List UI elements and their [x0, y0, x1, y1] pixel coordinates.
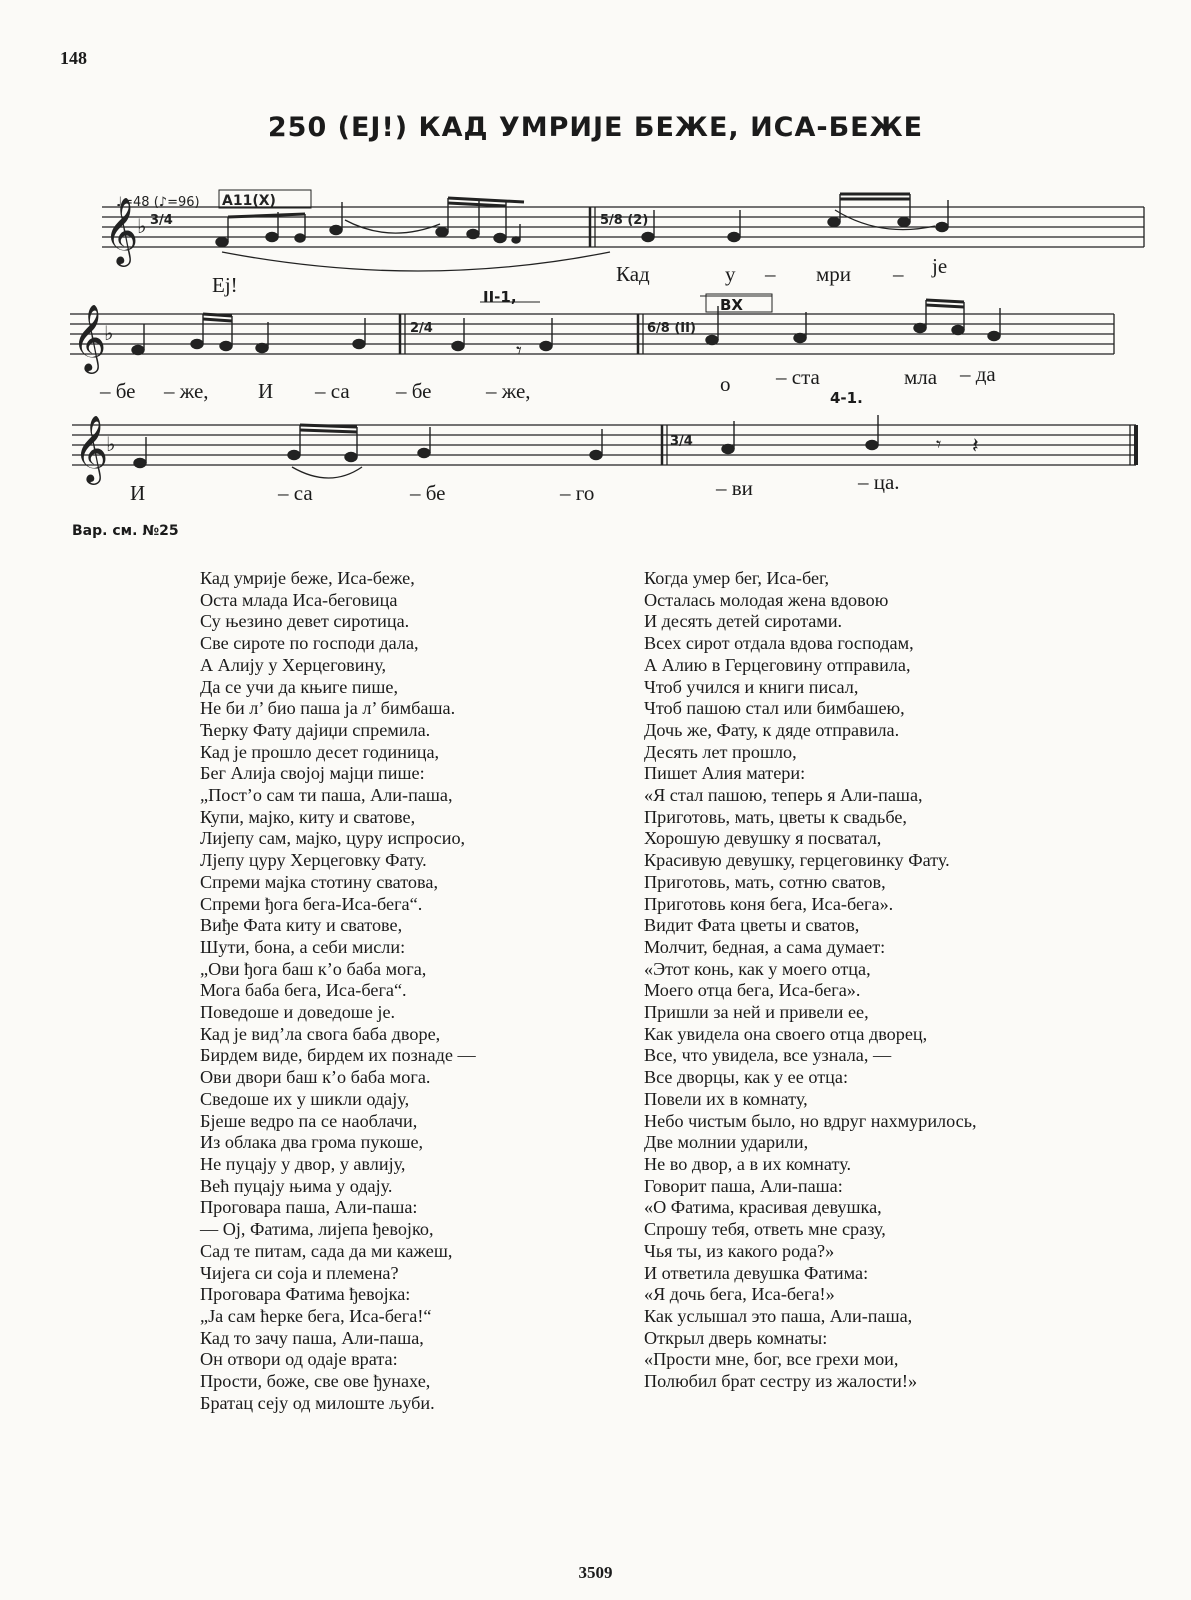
poem-line: А Алию в Герцеговину отправила,: [644, 654, 911, 675]
svg-text:♭: ♭: [106, 432, 116, 456]
poem-line: Већ пуцају њима у одају.: [200, 1175, 393, 1196]
treble-clef-icon: 𝄞: [74, 414, 109, 482]
lyric-2-8: – ста: [776, 365, 820, 389]
poem-line: Хорошую девушку я посватал,: [644, 828, 882, 849]
section-mark-a11: A11(X): [222, 193, 276, 209]
poem-line: Видит Фата цветы и сватов,: [644, 915, 860, 936]
lyric-1-3: у: [725, 262, 736, 286]
song-title: 250 (EJ!) КАД УМРИЈЕ БЕЖЕ, ИСА-БЕЖЕ: [267, 112, 924, 143]
lyric-2-4: – са: [315, 379, 350, 403]
poem-line: Бјеше ведро па се наоблачи,: [200, 1110, 418, 1131]
lyric-2-2: – же,: [164, 379, 209, 403]
poem-line: Чья ты, из какого рода?»: [644, 1240, 835, 1261]
treble-clef-icon: 𝄞: [72, 303, 107, 371]
poem-line: Открыл дверь комнаты:: [644, 1327, 828, 1348]
poem-line: Пришли за ней и привели ее,: [644, 1002, 869, 1023]
poem-line: — Ој, Фатима, лијепа ђевојко,: [200, 1219, 434, 1240]
poem-line: «Я стал пашою, теперь я Али-паша,: [644, 785, 923, 806]
poem-line: „Пост’о сам ти паша, Али-паша,: [200, 785, 453, 806]
lyric-2-10: – да: [960, 362, 996, 386]
poem-line: Десять лет прошло,: [644, 741, 797, 762]
poem-line: «Прости мне, бог, все грехи мои,: [644, 1349, 899, 1370]
lyric-3-4: – го: [560, 481, 595, 505]
lyric-1-4: –: [765, 262, 776, 286]
poem-line: Кад то зачу паша, Али-паша,: [200, 1327, 424, 1348]
lyric-2-3: И: [258, 379, 274, 403]
poem-line: Проговара паша, Али-паша:: [200, 1197, 418, 1218]
lyric-2-6: – же,: [486, 379, 531, 403]
time-signature-4: 6/8 (II): [647, 321, 696, 336]
poem-line: Все, что увидела, все узнала, —: [644, 1045, 892, 1066]
poem-line: Сведоше их у шикли одају,: [200, 1088, 410, 1109]
poem-line: Как увидела она своего отца дворец,: [644, 1023, 928, 1044]
poem-line: Говорит паша, Али-паша:: [644, 1175, 843, 1196]
staff-1-notation: [0, 180, 1191, 300]
poem-line: Све сироте по господи дала,: [200, 633, 419, 654]
lyric-2-5: – бе: [396, 379, 432, 403]
poem-line: Поведоше и доведоше је.: [200, 1002, 396, 1023]
poem-line: Да се учи да књиге пише,: [200, 676, 398, 697]
poem-line: Су њезино девет сиротица.: [200, 611, 410, 632]
lyric-3-6: – ца.: [858, 470, 900, 494]
tempo-mark: ♩=48 (♪=96): [116, 195, 200, 210]
poem-line: Моего отца бега, Иса-бега».: [644, 980, 861, 1001]
lyric-1-2: Кад: [616, 262, 650, 286]
poem-line: Виђе Фата киту и сватове,: [200, 915, 403, 936]
poem-line: Приготовь, мать, сотню сватов,: [644, 871, 886, 892]
poem-line: Прости, боже, све ове ђунахе,: [200, 1371, 431, 1392]
lyric-1-1: Ej!: [212, 273, 238, 297]
staff-3-notation: [0, 405, 1191, 485]
poem-line: Спреми ђога бега-Иса-бега“.: [200, 893, 423, 914]
poem-line: Пишет Алия матери:: [644, 763, 806, 784]
section-mark-ii-1: II-1,: [483, 288, 517, 306]
poem-line: Братац сеју од милоште љуби.: [200, 1392, 435, 1413]
poem-line: Чијега си соја и племена?: [200, 1262, 399, 1283]
poem-russian: [644, 568, 1144, 1393]
svg-text:♭: ♭: [104, 321, 114, 345]
poem-line: Купи, мајко, киту и сватове,: [200, 806, 416, 827]
poem-line: Проговара Фатима ђевојка:: [200, 1284, 411, 1305]
poem-line: Чтоб пашою стал или бимбашею,: [644, 698, 905, 719]
poem-line: Красивую девушку, герцеговинку Фату.: [644, 850, 950, 871]
poem-line: Ћерку Фату дајиџи спремила.: [200, 719, 431, 740]
poem-line: Как услышал это паша, Али-паша,: [644, 1305, 913, 1326]
variant-reference: Вар. см. №25: [72, 523, 179, 539]
poem-serbian: [200, 568, 600, 1414]
page-number-top: 148: [60, 48, 87, 68]
poem-line: Сад те питам, сада да ми кажеш,: [200, 1240, 453, 1261]
poem-line: Спреми мајка стотину сватова,: [200, 871, 438, 892]
poem-line: Полюбил брат сестру из жалости!»: [644, 1371, 918, 1392]
time-signature-3: 2/4: [410, 321, 433, 336]
lyric-3-5: – ви: [716, 476, 753, 500]
poem-line: Лијепу сам, мајко, цуру испросио,: [200, 828, 466, 849]
poem-line: Кад је вид’ла свога баба дворе,: [200, 1023, 441, 1044]
svg-text:𝄾: 𝄾: [936, 432, 942, 456]
poem-line: И десять детей сиротами.: [644, 611, 843, 632]
poem-line: Оста млада Иса-беговица: [200, 589, 398, 610]
music-staff-1: [0, 180, 1191, 300]
poem-line: Бег Алија својој мајци пише:: [200, 763, 425, 784]
poem-line: «О Фатима, красивая девушка,: [644, 1197, 882, 1218]
poem-line: «Я дочь бега, Иса-бега!»: [644, 1284, 835, 1305]
poem-line: Дочь же, Фату, к дяде отправила.: [644, 719, 900, 740]
poem-line: «Этот конь, как у моего отца,: [644, 958, 871, 979]
poem-line: И ответила девушка Фатима:: [644, 1262, 869, 1283]
music-staff-3: [0, 405, 1191, 485]
lyric-3-1: И: [130, 481, 146, 505]
time-signature-2: 5/8 (2): [600, 213, 649, 228]
poem-line: А Алију у Херцеговину,: [200, 654, 387, 675]
poem-line: Приготовь, мать, цветы к свадьбе,: [644, 806, 907, 827]
poem-line: Все дворцы, как у ее отца:: [644, 1067, 849, 1088]
poem-line: Шути, бона, а себи мисли:: [200, 936, 406, 957]
poem-line: Из облака два грома пукоше,: [200, 1132, 424, 1153]
poem-line: Спрошу тебя, ответь мне сразу,: [644, 1219, 886, 1240]
lyric-2-9: мла: [904, 365, 938, 389]
lyric-1-5: мри: [816, 262, 852, 286]
lyric-3-2: – са: [278, 481, 313, 505]
poem-line: Кад је прошло десет годиница,: [200, 741, 440, 762]
poem-line: Молчит, бедная, а сама думает:: [644, 936, 886, 957]
poem-line: Небо чистым было, но вдруг нахмурилось,: [644, 1110, 977, 1131]
treble-clef-icon: 𝄞: [104, 196, 139, 264]
poem-line: Осталась молодая жена вдовою: [644, 589, 889, 610]
time-signature-1: 3/4: [150, 213, 173, 228]
poem-line: „Ови ђога баш к’о баба мога,: [200, 958, 427, 979]
poem-line: Не би л’ био паша ја л’ бимбаша.: [200, 698, 456, 719]
poem-line: Повели их в комнату,: [644, 1088, 808, 1109]
svg-text:𝄾: 𝄾: [516, 339, 522, 364]
poem-line: „Ја сам ћерке бега, Иса-бега!“: [200, 1305, 432, 1326]
lyric-1-6: –: [893, 262, 904, 286]
lyric-1-7: је: [932, 254, 948, 278]
poem-line: Кад умрије беже, Иса-беже,: [200, 568, 415, 588]
section-mark-4-1: 4-1.: [830, 389, 863, 407]
poem-line: Ови двори баш к’о баба мога.: [200, 1067, 431, 1088]
page-number-bottom: 3509: [578, 1563, 613, 1582]
poem-line: Не пуцају у двор, у авлију,: [200, 1153, 406, 1174]
lyric-3-3: – бе: [410, 481, 446, 505]
poem-line: Не во двор, а в их комнату.: [644, 1153, 852, 1174]
poem-line: Приготовь коня бега, Иса-бега».: [644, 893, 894, 914]
poem-line: Бирдем виде, бирдем их познаде —: [200, 1045, 476, 1066]
lyric-2-1: – бе: [100, 379, 136, 403]
poem-line: Мога баба бега, Иса-бега“.: [200, 980, 407, 1001]
poem-line: Он отвори од одаје врата:: [200, 1349, 398, 1370]
section-mark-bx: BX: [720, 296, 743, 314]
time-signature-5: 3/4: [670, 434, 693, 449]
poem-line: Лјепу цуру Херцеговку Фату.: [200, 850, 427, 871]
poem-line: Чтоб учился и книги писал,: [644, 676, 859, 697]
poem-line: Когда умер бег, Иса-бег,: [644, 568, 830, 588]
svg-text:𝄽: 𝄽: [972, 434, 979, 459]
poem-line: Две молнии ударили,: [644, 1132, 809, 1153]
lyric-2-7: о: [720, 372, 731, 396]
poem-line: Всех сирот отдала вдова господам,: [644, 633, 914, 654]
svg-text:♭: ♭: [137, 214, 147, 238]
